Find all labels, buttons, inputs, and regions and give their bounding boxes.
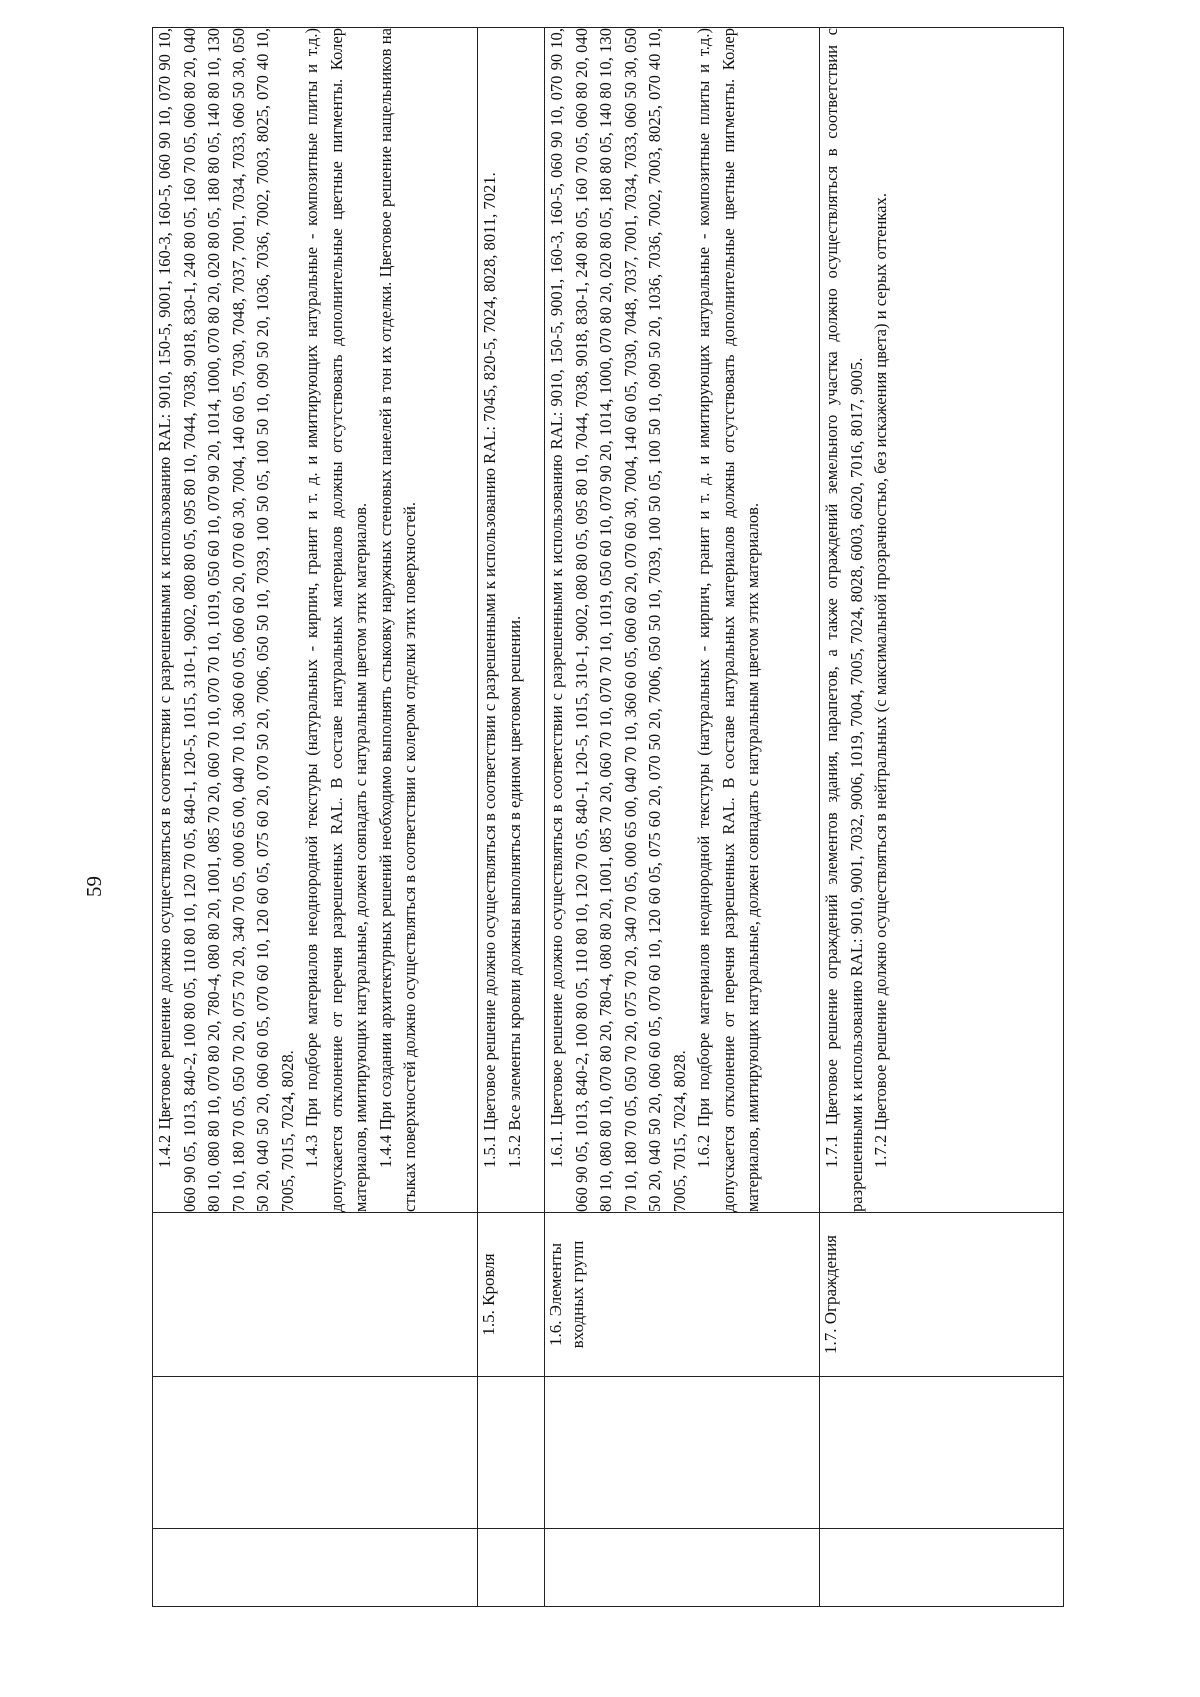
blank-cell (820, 1529, 1064, 1607)
paragraph: 1.7.1 Цветовое решение ограждений элементов здания, парапетов, а также ограждений земельного участка должно осуществляться в соответствии с разрешенными к использованию RAL: 9010, 9001, 7032, 9006, 1019, 7004, 7005, 7024, 8028, 6003, 6020, 7016, 8017, 9005. (822, 28, 866, 1212)
requirements-table (152, 27, 1064, 1607)
paragraph: 1.5.2 Все элементы кровли должны выполняться в едином цветовом решении. (504, 615, 524, 1168)
content-cell (820, 28, 1064, 1213)
blank-cell (545, 1529, 820, 1607)
paragraph: 1.5.1 Цветовое решение должно осуществляться в соответствии с разрешенными к использованию RAL: 7045, 820-5, 7024, 8028, 8011, 7021. (480, 172, 499, 1168)
page-number: 59 (82, 876, 106, 897)
blank-cell (153, 1377, 478, 1529)
content-cell (478, 28, 545, 1213)
blank-cell (820, 1377, 1064, 1529)
paragraph: 1.4.4 При создании архитектурных решений необходимо выполнять стыковку наружных стеновых панелей в тон их отделки. Цветовое решение нащельников на стыках поверхностей должно осуществляться в соответствии с колером отделки этих поверхностей. (375, 28, 419, 1212)
paragraph: 1.4.3 При подборе материалов неоднородной текстуры (натуральных - кирпич, гранит и т. д. и имитирующих натуральные - композитные плиты и т.д.) допускается отклонение от перечня разрешенных RAL. В составе натуральных материалов должны отсутствовать дополнительные цветные пигменты. Колер материалов, имитирующих натуральные, должен совпадать с натуральным цветом этих материалов. (302, 28, 370, 1212)
paragraph: 1.4.2 Цветовое решение должно осуществляться в соответствии с разрешенными к использованию RAL: 9010, 150-5, 9001, 160-3, 160-5, 060 90 10, 070 90 10, 060 90 05, 1013, 840-2, 100 80 05, 110 80 10, 120 70 05, 840-1, 120-5, 1015, 310-1, 9002, 080 80 05, 095 80 10, 7044, 7038, 9018, 830-1, 240 80 05, 160 70 05, 060 80 20, 040 80 10, 080 80 10, 070 80 20, 780-4, 080 80 20, 1001, 085 70 20, 060 70 10, 070 70 10, 1019, 050 60 10, 070 90 20, 1014, 1000, 070 80 20, 020 80 05, 180 80 05, 140 80 10, 130 70 10, 180 70 05, 050 70 20, 075 70 20, 340 70 05, 000 65 00, 040 70 10, 360 60 05, 060 60 20, 070 60 30, 7004, 140 60 05, 7030, 7048, 7037, 7001, 7034, 7033, 060 50 30, 050 50 20, 040 50 20, 060 60 05, 070 60 10, 120 60 05, 075 60 20, 070 50 20, 7006, 050 50 10, 7039, 100 50 05, 100 50 10, 090 50 20, 1036, 7036, 7002, 7003, 8025, 070 40 10, 7005, 7015, 7024, 8028. (155, 28, 297, 1212)
section-cell: 1.5. Кровля (478, 1213, 545, 1377)
table-row (153, 28, 478, 1607)
table-row (478, 28, 545, 1607)
blank-cell (478, 1529, 545, 1607)
content-cell (153, 28, 478, 1213)
paragraph: 1.6.2 При подборе материалов неоднородной текстуры (натуральных - кирпич, гранит и т. д. и имитирующих натуральные - композитные плиты и т.д.) допускается отклонение от перечня разрешенных RAL. В составе натуральных материалов должны отсутствовать дополнительные цветные пигменты. Колер материалов, имитирующих натуральные, должен совпадать с натуральным цветом этих материалов. (694, 28, 762, 1212)
table-row (820, 28, 1064, 1607)
blank-cell (478, 1377, 545, 1529)
blank-cell (153, 1529, 478, 1607)
paragraph: 1.7.2 Цветовое решение должно осуществляться в нейтральных (с максимальной прозрачностью, без искажения цвета) и серых оттенках. (871, 193, 890, 1168)
paragraph: 1.6.1. Цветовое решение должно осуществляться в соответствии с разрешенными к использованию RAL: 9010, 150-5, 9001, 160-3, 160-5, 060 90 10, 070 90 10, 060 90 05, 1013, 840-2, 100 80 05, 110 80 10, 120 70 05, 840-1, 120-5, 1015, 310-1, 9002, 080 80 05, 095 80 10, 7044, 7038, 9018, 830-1, 240 80 05, 160 70 05, 060 80 20, 040 80 10, 080 80 10, 070 80 20, 780-4, 080 80 20, 1001, 085 70 20, 060 70 10, 070 70 10, 1019, 050 60 10, 070 90 20, 1014, 1000, 070 80 20, 020 80 05, 180 80 05, 140 80 10, 130 70 10, 180 70 05, 050 70 20, 075 70 20, 340 70 05, 000 65 00, 040 70 10, 360 60 05, 060 60 20, 070 60 30, 7004, 140 60 05, 7030, 7048, 7037, 7001, 7034, 7033, 060 50 30, 050 50 20, 040 50 20, 060 60 05, 070 60 10, 120 60 05, 075 60 20, 070 50 20, 7006, 050 50 10, 7039, 100 50 05, 100 50 10, 090 50 20, 1036, 7036, 7002, 7003, 8025, 070 40 10, 7005, 7015, 7024, 8028. (547, 28, 689, 1212)
table-row (545, 28, 820, 1607)
blank-cell (545, 1377, 820, 1529)
section-cell: 1.7. Ограждения (820, 1213, 1064, 1377)
content-cell (545, 28, 820, 1213)
section-cell (153, 1213, 478, 1377)
section-cell: 1.6. Элементы входных групп (545, 1213, 820, 1377)
